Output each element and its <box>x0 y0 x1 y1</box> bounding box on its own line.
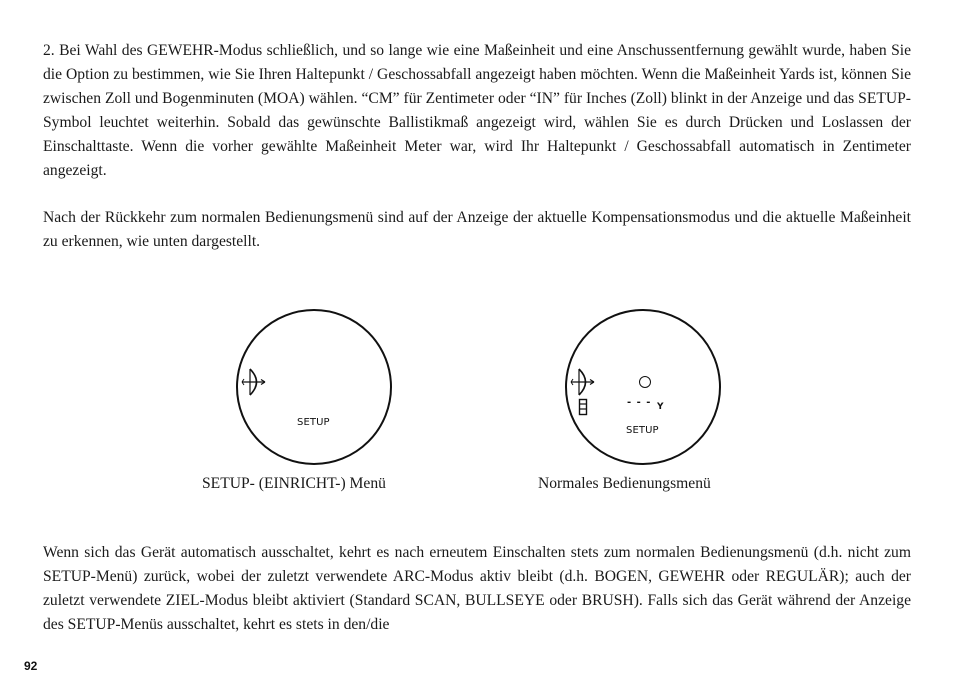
unit-indicator: Y <box>657 402 664 412</box>
setup-label: SETUP <box>297 417 330 428</box>
paragraph-gewehr-mode: 2. Bei Wahl des GEWEHR-Modus schließlich, und so lange wie eine Maßeinheit und eine Anschussentfernung gewählt wurde, haben Sie die Option zu bestimmen, wie Sie Ihren Haltepunkt / Geschossabfall angezeigt haben möchten. Wenn die Maßeinheit Yards ist, können Sie zwischen Zoll und Bogenminuten (MOA) wählen. “CM” für Zentimeter oder “IN” für Inches (Zoll) blinkt in der Anzeige und das SETUP-Symbol leuchtet weiterhin. Sobald das gewünschte Ballistikmaß angezeigt wird, wählen Sie es durch Drücken und Loslassen der Einschalttaste. Wenn die vorher gewählte Maßeinheit Meter war, wird Ihr Haltepunkt / Geschossabfall automatisch in Zentimeter angezeigt. <box>43 42 911 179</box>
distance-dashes: - - - <box>627 397 652 408</box>
bow-icon <box>241 367 267 397</box>
bracket-icon <box>578 398 588 416</box>
normal-menu-display <box>565 309 721 465</box>
bow-icon <box>570 367 596 397</box>
setup-menu-caption: SETUP- (EINRICHT-) Menü <box>202 475 386 492</box>
setup-menu-display <box>236 309 392 465</box>
setup-label: SETUP <box>626 425 659 436</box>
paragraph-auto-off: Wenn sich das Gerät automatisch ausschaltet, kehrt es nach erneutem Einschalten stets zum normalen Bedienungsmenü (d.h. nicht zum SETUP-Menü) zurück, wobei der zuletzt verwendete ARC-Modus aktiv bleibt (d.h. BOGEN, GEWEHR oder REGULÄR); auch der zuletzt verwendete ZIEL-Modus bleibt aktiviert (Standard SCAN, BULLSEYE oder BRUSH). Falls sich das Gerät während der Anzeige des SETUP-Menüs ausschaltet, kehrt es stets in den/die <box>43 544 911 633</box>
normal-menu-caption: Normales Bedienungsmenü <box>538 475 711 492</box>
target-circle-icon <box>639 376 651 388</box>
page-number: 92 <box>24 659 38 673</box>
paragraph-normal-menu: Nach der Rückkehr zum normalen Bedienungsmenü sind auf der Anzeige der aktuelle Kompensationsmodus und die aktuelle Maßeinheit zu erkennen, wie unten dargestellt. <box>43 209 911 250</box>
